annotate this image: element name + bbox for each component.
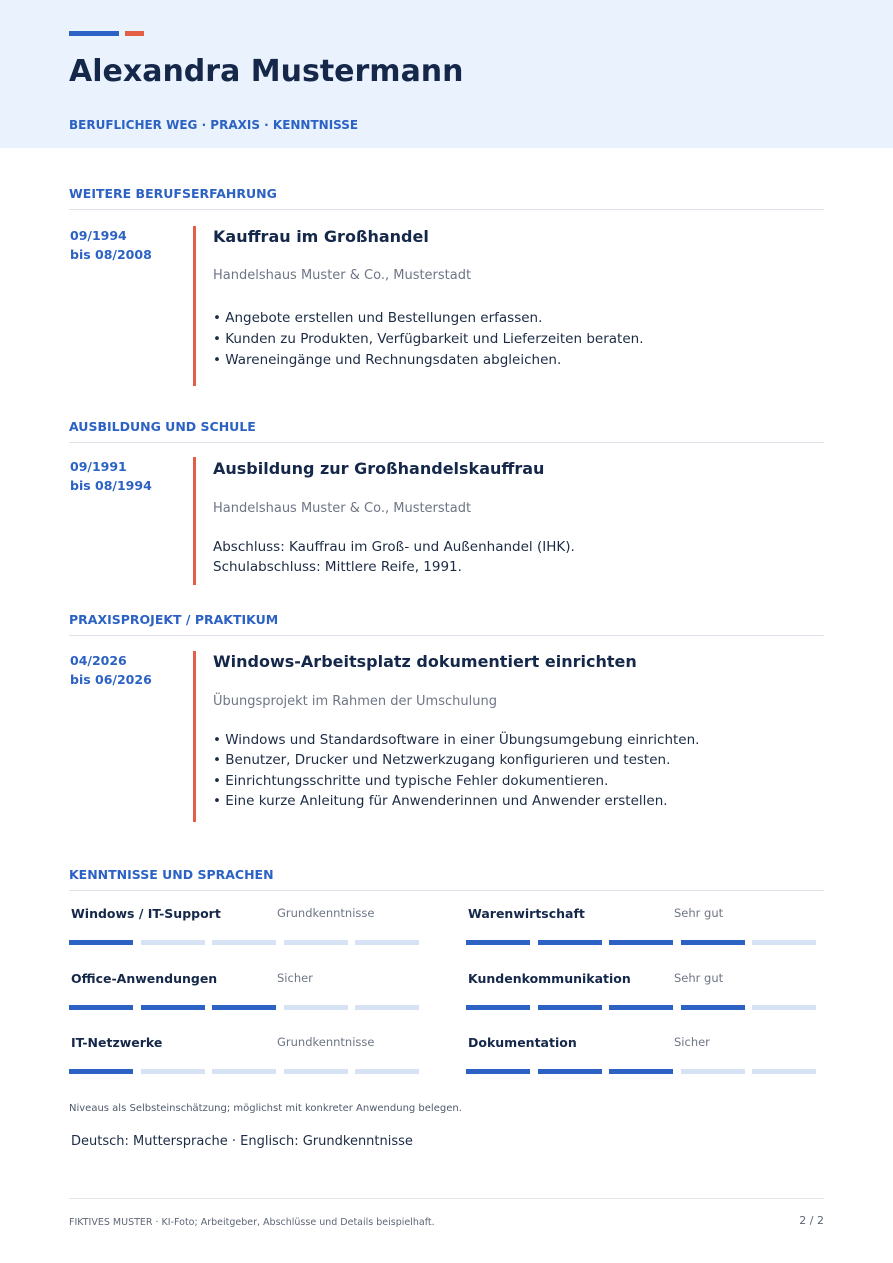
accent-bar-red [125,31,144,36]
skill-segment-empty [355,1005,419,1010]
skill-segment-filled [69,1069,133,1074]
entry-date-range [70,226,152,264]
entry-date-from: 09/1991 [70,459,127,474]
skill-segment-filled [212,1005,276,1010]
skill-name: Warenwirtschaft [468,906,585,921]
entry-date-from: 09/1994 [70,228,127,243]
entry-line: Schulabschluss: Mittlere Reife, 1991. [213,559,462,575]
entry-line: • Windows und Standardsoftware in einer Übungsumgebung einrichten. [213,732,700,748]
entry-line: • Wareneingänge und Rechnungsdaten abgleichen. [213,352,562,368]
entry-title: Kauffrau im Großhandel [213,227,429,246]
footer-divider [69,1198,824,1199]
section-title-experience: WEITERE BERUFSERFAHRUNG [69,186,277,201]
skill-level-label: Sehr gut [674,906,724,920]
accent-bar-blue [69,31,119,36]
skill-segment-empty [284,1005,348,1010]
skill-segment-filled [69,1005,133,1010]
header-tagline: BERUFLICHER WEG · PRAXIS · KENNTNISSE [69,118,359,132]
entry-accent-bar [193,226,196,386]
skill-segment-filled [681,940,745,945]
skill-segment-empty [355,940,419,945]
entry-date-from: 04/2026 [70,653,127,668]
skill-segment-empty [141,1069,205,1074]
skill-segment-empty [752,940,816,945]
skill-segment-empty [284,940,348,945]
entry-line: • Angebote erstellen und Bestellungen erfassen. [213,310,543,326]
page-number: 2 / 2 [799,1214,824,1227]
header-band [0,0,893,148]
skill-segment-filled [609,940,673,945]
languages-line: Deutsch: Muttersprache · Englisch: Grundkenntnisse [71,1134,413,1149]
footer-disclaimer: FIKTIVES MUSTER · KI-Foto; Arbeitgeber, Abschlüsse und Details beispielhaft. [69,1217,435,1228]
skill-name: IT-Netzwerke [71,1035,163,1050]
skill-segment-filled [466,940,530,945]
section-divider [69,442,824,443]
entry-line: • Benutzer, Drucker und Netzwerkzugang konfigurieren und testen. [213,752,671,769]
entry-title: Windows-Arbeitsplatz dokumentiert einrichten [213,652,637,671]
section-divider [69,890,824,891]
section-title-education: AUSBILDUNG UND SCHULE [69,419,256,434]
skill-segment-empty [212,940,276,945]
section-divider [69,209,824,210]
entry-date-range [70,457,152,495]
entry-line: • Eine kurze Anleitung für Anwenderinnen und Anwender erstellen. [213,792,668,809]
skill-segment-filled [69,940,133,945]
entry-description [213,730,699,811]
section-title-skills: KENNTNISSE UND SPRACHEN [69,867,274,882]
skill-segment-empty [284,1069,348,1074]
entry-line: Abschluss: Kauffrau im Groß- und Außenhandel (IHK). [213,539,575,555]
skill-segment-empty [752,1005,816,1010]
candidate-name: Alexandra Mustermann [69,54,464,89]
skill-segment-empty [681,1069,745,1074]
entry-date-to: bis 08/2008 [70,247,152,262]
skill-level-label: Grundkenntnisse [277,906,375,920]
skill-name: Dokumentation [468,1035,577,1050]
skill-segment-filled [466,1069,530,1074]
skill-name: Office-Anwendungen [71,971,218,986]
entry-employer: Handelshaus Muster & Co., Musterstadt [213,268,472,283]
skill-name: Windows / IT-Support [71,906,221,921]
skill-segment-empty [355,1069,419,1074]
skill-segment-filled [141,1005,205,1010]
section-title-project: PRAXISPROJEKT / PRAKTIKUM [69,612,279,627]
skills-note: Niveaus als Selbsteinschätzung; möglichst mit konkreter Anwendung belegen. [69,1103,462,1114]
entry-employer: Handelshaus Muster & Co., Musterstadt [213,501,472,516]
skill-level-label: Sicher [277,971,313,985]
skill-segment-filled [538,1069,602,1074]
entry-accent-bar [193,457,196,585]
entry-employer: Übungsprojekt im Rahmen der Umschulung [213,694,497,709]
skill-segment-empty [752,1069,816,1074]
skill-segment-filled [609,1005,673,1010]
skill-level-label: Grundkenntnisse [277,1035,375,1049]
skill-segment-empty [212,1069,276,1074]
skill-name: Kundenkommunikation [468,971,631,986]
skill-segment-filled [538,940,602,945]
skill-segment-filled [681,1005,745,1010]
entry-date-to: bis 08/1994 [70,478,152,493]
entry-line: • Einrichtungsschritte und typische Fehler dokumentieren. [213,772,609,789]
entry-accent-bar [193,651,196,822]
skill-level-label: Sehr gut [674,971,724,985]
skill-level-label: Sicher [674,1035,710,1049]
entry-description [213,537,575,577]
entry-description [213,308,643,371]
entry-date-to: bis 06/2026 [70,672,152,687]
skill-segment-filled [609,1069,673,1074]
entry-date-range [70,651,152,689]
skill-segment-filled [466,1005,530,1010]
section-divider [69,635,824,636]
entry-line: • Kunden zu Produkten, Verfügbarkeit und Lieferzeiten beraten. [213,331,644,347]
skill-segment-empty [141,940,205,945]
entry-title: Ausbildung zur Großhandelskauffrau [213,459,545,478]
skill-segment-filled [538,1005,602,1010]
